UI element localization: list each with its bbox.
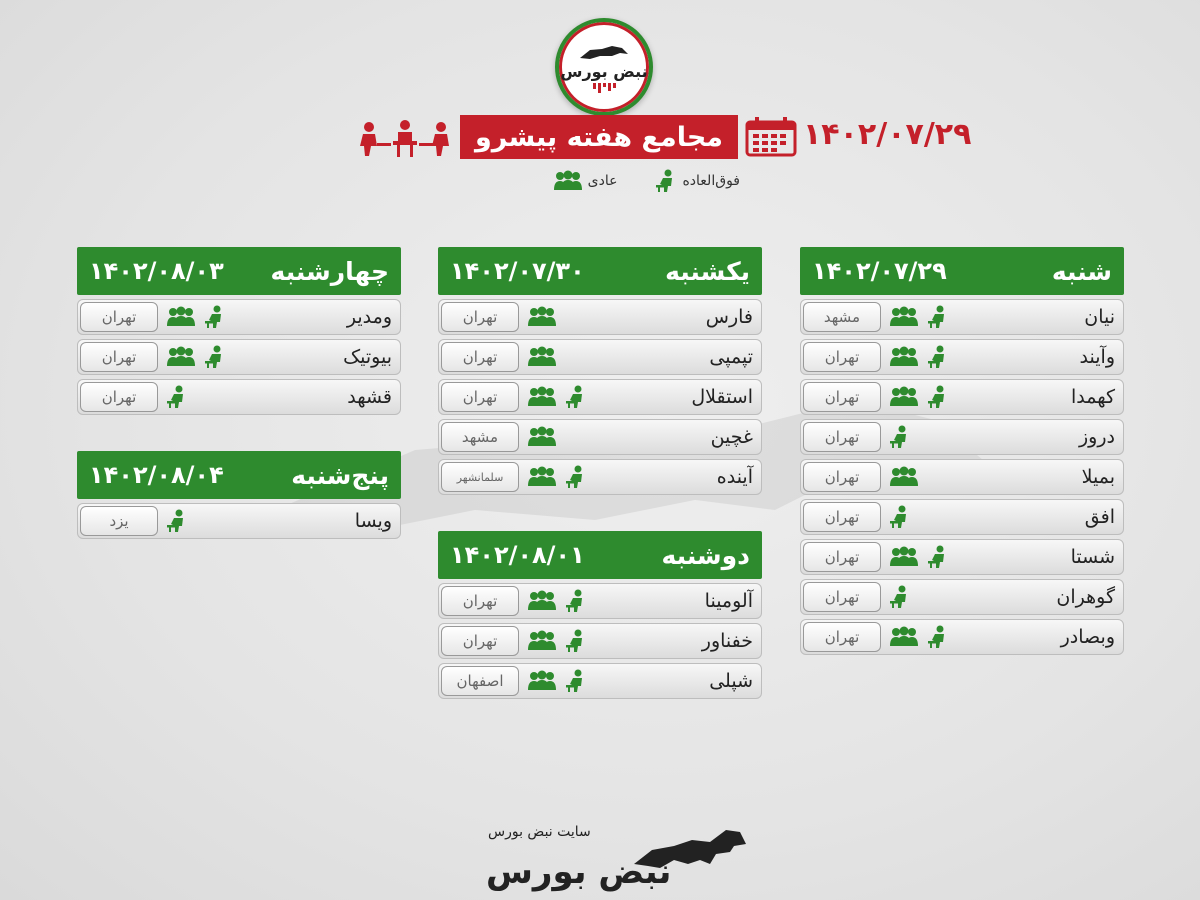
legend-ordinary	[553, 170, 618, 192]
meeting-row	[77, 299, 401, 335]
meeting-type-icons	[881, 385, 1005, 409]
meeting-type-icons	[881, 425, 1005, 449]
symbol-name: بمیلا	[1081, 466, 1115, 488]
meeting-type-icons	[881, 625, 1005, 649]
meeting-row	[438, 459, 762, 495]
header	[355, 115, 975, 163]
symbol-name: بیوتیک	[343, 346, 392, 368]
city-badge: تهران	[441, 382, 519, 412]
extraordinary-meeting-icon	[927, 385, 949, 409]
meeting-icon	[355, 119, 455, 159]
day-name: پنج‌شنبه	[291, 460, 389, 490]
meeting-row	[800, 339, 1124, 375]
city-badge: تهران	[803, 502, 881, 532]
meeting-type-icons	[881, 305, 1005, 329]
footer-site-label: سایت نبض بورس	[488, 824, 591, 840]
day-header	[438, 247, 762, 295]
extraordinary-meeting-icon	[655, 169, 677, 193]
ordinary-meeting-icon	[527, 466, 557, 488]
meeting-type-icons	[519, 589, 643, 613]
meeting-type-icons	[881, 466, 1005, 488]
symbol-name: وآیند	[1079, 346, 1115, 368]
meeting-row	[438, 339, 762, 375]
city-badge: تهران	[441, 626, 519, 656]
extraordinary-meeting-icon	[565, 589, 587, 613]
footer-brand-text: نبض بورس	[486, 852, 672, 892]
city-badge: مشهد	[441, 422, 519, 452]
symbol-name: گوهران	[1056, 586, 1115, 608]
meeting-type-icons	[158, 305, 282, 329]
meeting-row	[800, 499, 1124, 535]
city-badge: تهران	[80, 302, 158, 332]
day-card	[77, 247, 401, 415]
city-badge: تهران	[803, 462, 881, 492]
meeting-row	[438, 623, 762, 659]
day-name: چهارشنبه	[270, 256, 389, 286]
meeting-row	[800, 539, 1124, 575]
day-card	[77, 451, 401, 539]
ordinary-meeting-icon	[889, 386, 919, 408]
extraordinary-meeting-icon	[927, 545, 949, 569]
meeting-row	[77, 503, 401, 539]
meeting-type-icons	[881, 345, 1005, 369]
meeting-type-icons	[881, 505, 1005, 529]
ordinary-meeting-icon	[527, 346, 557, 368]
day-date: ۱۴۰۲/۰۸/۰۱	[450, 541, 585, 569]
day-name: شنبه	[1051, 256, 1112, 286]
extraordinary-meeting-icon	[889, 425, 911, 449]
calendar-icon	[745, 117, 797, 157]
extraordinary-meeting-icon	[166, 509, 188, 533]
ordinary-meeting-icon	[527, 386, 557, 408]
symbol-name: ویسا	[354, 510, 392, 532]
extraordinary-meeting-icon	[565, 669, 587, 693]
ordinary-meeting-icon	[889, 546, 919, 568]
meeting-row	[800, 619, 1124, 655]
extraordinary-meeting-icon	[565, 465, 587, 489]
ordinary-meeting-icon	[889, 306, 919, 328]
ordinary-meeting-icon	[166, 306, 196, 328]
meeting-row	[77, 339, 401, 375]
meeting-type-icons	[519, 629, 643, 653]
day-date: ۱۴۰۲/۰۸/۰۴	[89, 461, 224, 489]
extraordinary-meeting-icon	[889, 505, 911, 529]
meeting-type-icons	[519, 385, 643, 409]
meeting-type-icons	[881, 585, 1005, 609]
day-header	[800, 247, 1124, 295]
meeting-type-icons	[519, 306, 643, 328]
legend-extraordinary	[655, 169, 740, 193]
ordinary-meeting-icon	[527, 426, 557, 448]
city-badge: تهران	[803, 622, 881, 652]
city-badge: اصفهان	[441, 666, 519, 696]
header-date: ۱۴۰۲/۰۷/۲۹	[803, 117, 972, 152]
ordinary-meeting-icon	[553, 170, 583, 192]
day-header	[438, 531, 762, 579]
extraordinary-meeting-icon	[204, 305, 226, 329]
symbol-name: غچین	[710, 426, 753, 448]
symbol-name: شپلی	[709, 670, 753, 692]
city-badge: مشهد	[803, 302, 881, 332]
ordinary-meeting-icon	[166, 346, 196, 368]
day-name: یکشنبه	[665, 256, 750, 286]
extraordinary-meeting-icon	[927, 305, 949, 329]
meeting-row	[800, 299, 1124, 335]
bull-icon	[576, 42, 632, 62]
symbol-name: کهمدا	[1070, 386, 1115, 408]
city-badge: تهران	[441, 586, 519, 616]
logo-text: نبض بورس	[560, 61, 648, 81]
brand-logo	[555, 18, 653, 116]
city-badge: تهران	[803, 582, 881, 612]
city-badge: تهران	[80, 382, 158, 412]
extraordinary-meeting-icon	[204, 345, 226, 369]
meeting-row	[438, 379, 762, 415]
ordinary-meeting-icon	[889, 466, 919, 488]
symbol-name: تپمپی	[709, 346, 753, 368]
meeting-row	[438, 419, 762, 455]
meeting-type-icons	[158, 509, 282, 533]
city-badge: تهران	[803, 342, 881, 372]
meeting-row	[800, 379, 1124, 415]
meeting-row	[77, 379, 401, 415]
day-date: ۱۴۰۲/۰۷/۲۹	[812, 257, 947, 285]
day-name: دوشنبه	[661, 540, 750, 570]
symbol-name: استقلال	[691, 386, 753, 408]
day-card	[438, 531, 762, 699]
footer-brand	[480, 818, 750, 898]
day-header	[77, 451, 401, 499]
symbol-name: آینده	[716, 466, 753, 488]
symbol-name: آلومینا	[704, 590, 753, 612]
extraordinary-meeting-icon	[927, 345, 949, 369]
meeting-type-icons	[158, 385, 282, 409]
extraordinary-meeting-icon	[565, 629, 587, 653]
meeting-type-icons	[519, 346, 643, 368]
extraordinary-meeting-icon	[166, 385, 188, 409]
day-card	[438, 247, 762, 495]
meeting-row	[438, 583, 762, 619]
meeting-row	[800, 419, 1124, 455]
city-badge: تهران	[80, 342, 158, 372]
symbol-name: نیان	[1084, 306, 1115, 328]
symbol-name: شستا	[1070, 546, 1115, 568]
city-badge: سلمانشهر	[441, 462, 519, 492]
city-badge: یزد	[80, 506, 158, 536]
city-badge: تهران	[441, 342, 519, 372]
meeting-row	[800, 579, 1124, 615]
city-badge: تهران	[441, 302, 519, 332]
symbol-name: دروز	[1079, 426, 1115, 448]
ordinary-meeting-icon	[527, 306, 557, 328]
extraordinary-meeting-icon	[565, 385, 587, 409]
meeting-type-icons	[158, 345, 282, 369]
symbol-name: خفناور	[701, 630, 753, 652]
meeting-type-icons	[881, 545, 1005, 569]
day-header	[77, 247, 401, 295]
symbol-name: قشهد	[347, 386, 392, 408]
meeting-type-icons	[519, 669, 643, 693]
symbol-name: وبصادر	[1060, 626, 1115, 648]
meeting-row	[438, 663, 762, 699]
day-date: ۱۴۰۲/۰۸/۰۳	[89, 257, 224, 285]
meeting-row	[438, 299, 762, 335]
logo-bars-icon	[593, 83, 616, 93]
ordinary-meeting-icon	[527, 590, 557, 612]
ordinary-meeting-icon	[527, 630, 557, 652]
extraordinary-meeting-icon	[889, 585, 911, 609]
city-badge: تهران	[803, 422, 881, 452]
meeting-row	[800, 459, 1124, 495]
symbol-name: ومدیر	[346, 306, 392, 328]
symbol-name: فارس	[705, 306, 753, 328]
legend-ordinary-label: عادی	[587, 173, 618, 189]
ordinary-meeting-icon	[889, 626, 919, 648]
meeting-type-icons	[519, 426, 643, 448]
day-date: ۱۴۰۲/۰۷/۳۰	[450, 257, 585, 285]
city-badge: تهران	[803, 542, 881, 572]
meeting-type-icons	[519, 465, 643, 489]
day-card	[800, 247, 1124, 655]
ordinary-meeting-icon	[889, 346, 919, 368]
legend-extraordinary-label: فوق‌العاده	[682, 173, 740, 189]
page-title: مجامع هفته پیشرو	[460, 115, 738, 159]
symbol-name: افق	[1084, 506, 1115, 528]
city-badge: تهران	[803, 382, 881, 412]
ordinary-meeting-icon	[527, 670, 557, 692]
extraordinary-meeting-icon	[927, 625, 949, 649]
legend	[480, 168, 740, 194]
